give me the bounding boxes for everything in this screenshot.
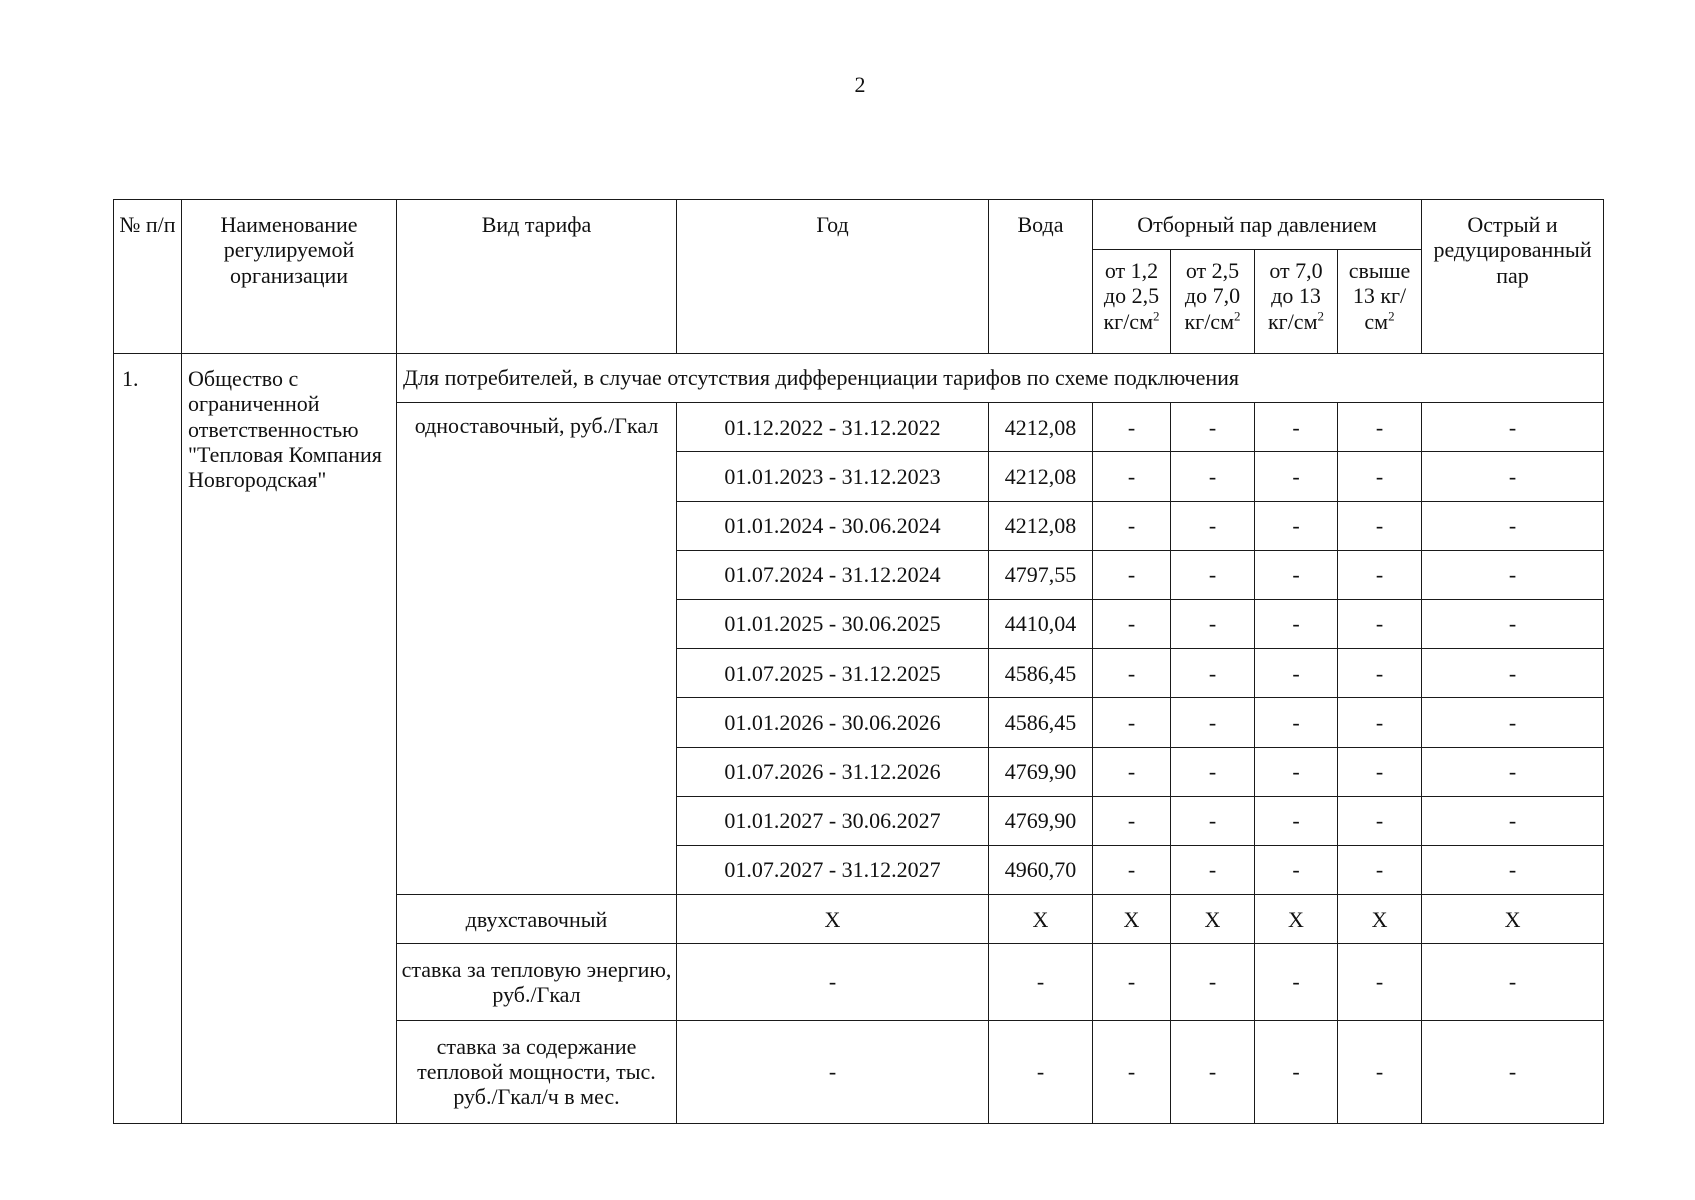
pressure-4-value: - (1338, 599, 1422, 648)
period-cell: 01.07.2027 - 31.12.2027 (677, 845, 989, 894)
capacity-rate-sharp-steam: - (1422, 1020, 1604, 1123)
water-value: 4769,90 (989, 796, 1093, 845)
pressure-3-value: - (1255, 747, 1338, 796)
pressure-2-value: - (1171, 550, 1255, 599)
header-pressure-2: от 2,5 до 7,0 $кг/см^2$ (1171, 250, 1255, 354)
capacity-rate-pressure-4: - (1338, 1020, 1422, 1123)
two-rate-pressure-1: X (1093, 895, 1171, 944)
period-cell: 01.07.2026 - 31.12.2026 (677, 747, 989, 796)
pressure-1-value: - (1093, 550, 1171, 599)
pressure-1-value: - (1093, 747, 1171, 796)
capacity-rate-label: ставка за содержание тепловой мощности, тыс. руб./Гкал/ч в мес. (397, 1020, 677, 1123)
org-number: 1. (114, 354, 182, 1124)
pressure-2-value: - (1171, 747, 1255, 796)
capacity-rate-water: - (989, 1020, 1093, 1123)
tariff-table (113, 199, 1604, 1124)
header-steam-group: Отборный пар давлением (1093, 200, 1422, 250)
two-rate-sharp-steam: X (1422, 895, 1604, 944)
sharp-steam-value: - (1422, 452, 1604, 501)
pressure-4-value: - (1338, 845, 1422, 894)
pressure-2-value: - (1171, 403, 1255, 452)
period-cell: 01.12.2022 - 31.12.2022 (677, 403, 989, 452)
water-value: 4586,45 (989, 649, 1093, 698)
sharp-steam-value: - (1422, 845, 1604, 894)
capacity-rate-year: - (677, 1020, 989, 1123)
org-name: Общество с ограниченной ответственностью "Тепловая Компания Новгородская" (182, 354, 397, 1124)
period-cell: 01.07.2025 - 31.12.2025 (677, 649, 989, 698)
pressure-3-value: - (1255, 796, 1338, 845)
pressure-4-value: - (1338, 501, 1422, 550)
two-rate-pressure-2: X (1171, 895, 1255, 944)
header-org: Наименование регулируемой организации (182, 200, 397, 354)
period-cell: 01.01.2027 - 30.06.2027 (677, 796, 989, 845)
water-value: 4797,55 (989, 550, 1093, 599)
header-water: Вода (989, 200, 1093, 354)
pressure-4-value: - (1338, 698, 1422, 747)
heat-rate-pressure-2: - (1171, 944, 1255, 1020)
heat-rate-year: - (677, 944, 989, 1020)
period-cell: 01.01.2025 - 30.06.2025 (677, 599, 989, 648)
sharp-steam-value: - (1422, 698, 1604, 747)
heat-rate-pressure-4: - (1338, 944, 1422, 1020)
capacity-rate-pressure-1: - (1093, 1020, 1171, 1123)
heat-rate-pressure-1: - (1093, 944, 1171, 1020)
pressure-4-value: - (1338, 649, 1422, 698)
water-value: 4586,45 (989, 698, 1093, 747)
period-cell: 01.01.2024 - 30.06.2024 (677, 501, 989, 550)
two-rate-pressure-4: X (1338, 895, 1422, 944)
pressure-1-value: - (1093, 845, 1171, 894)
pressure-2-value: - (1171, 599, 1255, 648)
consumers-banner: Для потребителей, в случае отсутствия дифференциации тарифов по схеме подключения (397, 354, 1604, 403)
header-sharp-steam: Острый и редуцированный пар (1422, 200, 1604, 354)
pressure-3-value: - (1255, 550, 1338, 599)
header-num: № п/п (114, 200, 182, 354)
sharp-steam-value: - (1422, 649, 1604, 698)
header-kind: Вид тарифа (397, 200, 677, 354)
pressure-3-value: - (1255, 845, 1338, 894)
page-number: 2 (854, 72, 866, 97)
pressure-2-value: - (1171, 845, 1255, 894)
heat-rate-pressure-3: - (1255, 944, 1338, 1020)
single-rate-label: одноставочный, руб./Гкал (397, 403, 677, 895)
pressure-4-value: - (1338, 452, 1422, 501)
pressure-1-value: - (1093, 796, 1171, 845)
pressure-1-value: - (1093, 452, 1171, 501)
sharp-steam-value: - (1422, 599, 1604, 648)
pressure-2-value: - (1171, 698, 1255, 747)
header-year: Год (677, 200, 989, 354)
period-cell: 01.07.2024 - 31.12.2024 (677, 550, 989, 599)
pressure-1-value: - (1093, 403, 1171, 452)
period-cell: 01.01.2023 - 31.12.2023 (677, 452, 989, 501)
pressure-3-value: - (1255, 599, 1338, 648)
pressure-1-value: - (1093, 698, 1171, 747)
sharp-steam-value: - (1422, 796, 1604, 845)
heat-rate-label: ставка за тепловую энергию, руб./Гкал (397, 944, 677, 1020)
capacity-rate-pressure-3: - (1255, 1020, 1338, 1123)
pressure-3-value: - (1255, 649, 1338, 698)
two-rate-pressure-3: X (1255, 895, 1338, 944)
pressure-3-value: - (1255, 452, 1338, 501)
two-rate-year: X (677, 895, 989, 944)
pressure-4-value: - (1338, 550, 1422, 599)
sharp-steam-value: - (1422, 403, 1604, 452)
pressure-3-value: - (1255, 501, 1338, 550)
pressure-2-value: - (1171, 452, 1255, 501)
sharp-steam-value: - (1422, 550, 1604, 599)
pressure-3-value: - (1255, 403, 1338, 452)
pressure-2-value: - (1171, 796, 1255, 845)
sharp-steam-value: - (1422, 501, 1604, 550)
water-value: 4769,90 (989, 747, 1093, 796)
pressure-2-value: - (1171, 649, 1255, 698)
water-value: 4410,04 (989, 599, 1093, 648)
pressure-1-value: - (1093, 649, 1171, 698)
header-pressure-3: от 7,0 до 13 $кг/см^2$ (1255, 250, 1338, 354)
header-pressure-4: свыше 13 $кг/см^2$ (1338, 250, 1422, 354)
water-value: 4212,08 (989, 501, 1093, 550)
pressure-4-value: - (1338, 403, 1422, 452)
pressure-2-value: - (1171, 501, 1255, 550)
pressure-4-value: - (1338, 747, 1422, 796)
pressure-4-value: - (1338, 796, 1422, 845)
sharp-steam-value: - (1422, 747, 1604, 796)
water-value: 4960,70 (989, 845, 1093, 894)
water-value: 4212,08 (989, 403, 1093, 452)
two-rate-water: X (989, 895, 1093, 944)
capacity-rate-pressure-2: - (1171, 1020, 1255, 1123)
header-pressure-1: от 1,2 до 2,5 $кг/см^2$ (1093, 250, 1171, 354)
pressure-1-value: - (1093, 501, 1171, 550)
pressure-3-value: - (1255, 698, 1338, 747)
two-rate-label: двухставочный (397, 895, 677, 944)
heat-rate-water: - (989, 944, 1093, 1020)
period-cell: 01.01.2026 - 30.06.2026 (677, 698, 989, 747)
pressure-1-value: - (1093, 599, 1171, 648)
water-value: 4212,08 (989, 452, 1093, 501)
heat-rate-sharp-steam: - (1422, 944, 1604, 1020)
